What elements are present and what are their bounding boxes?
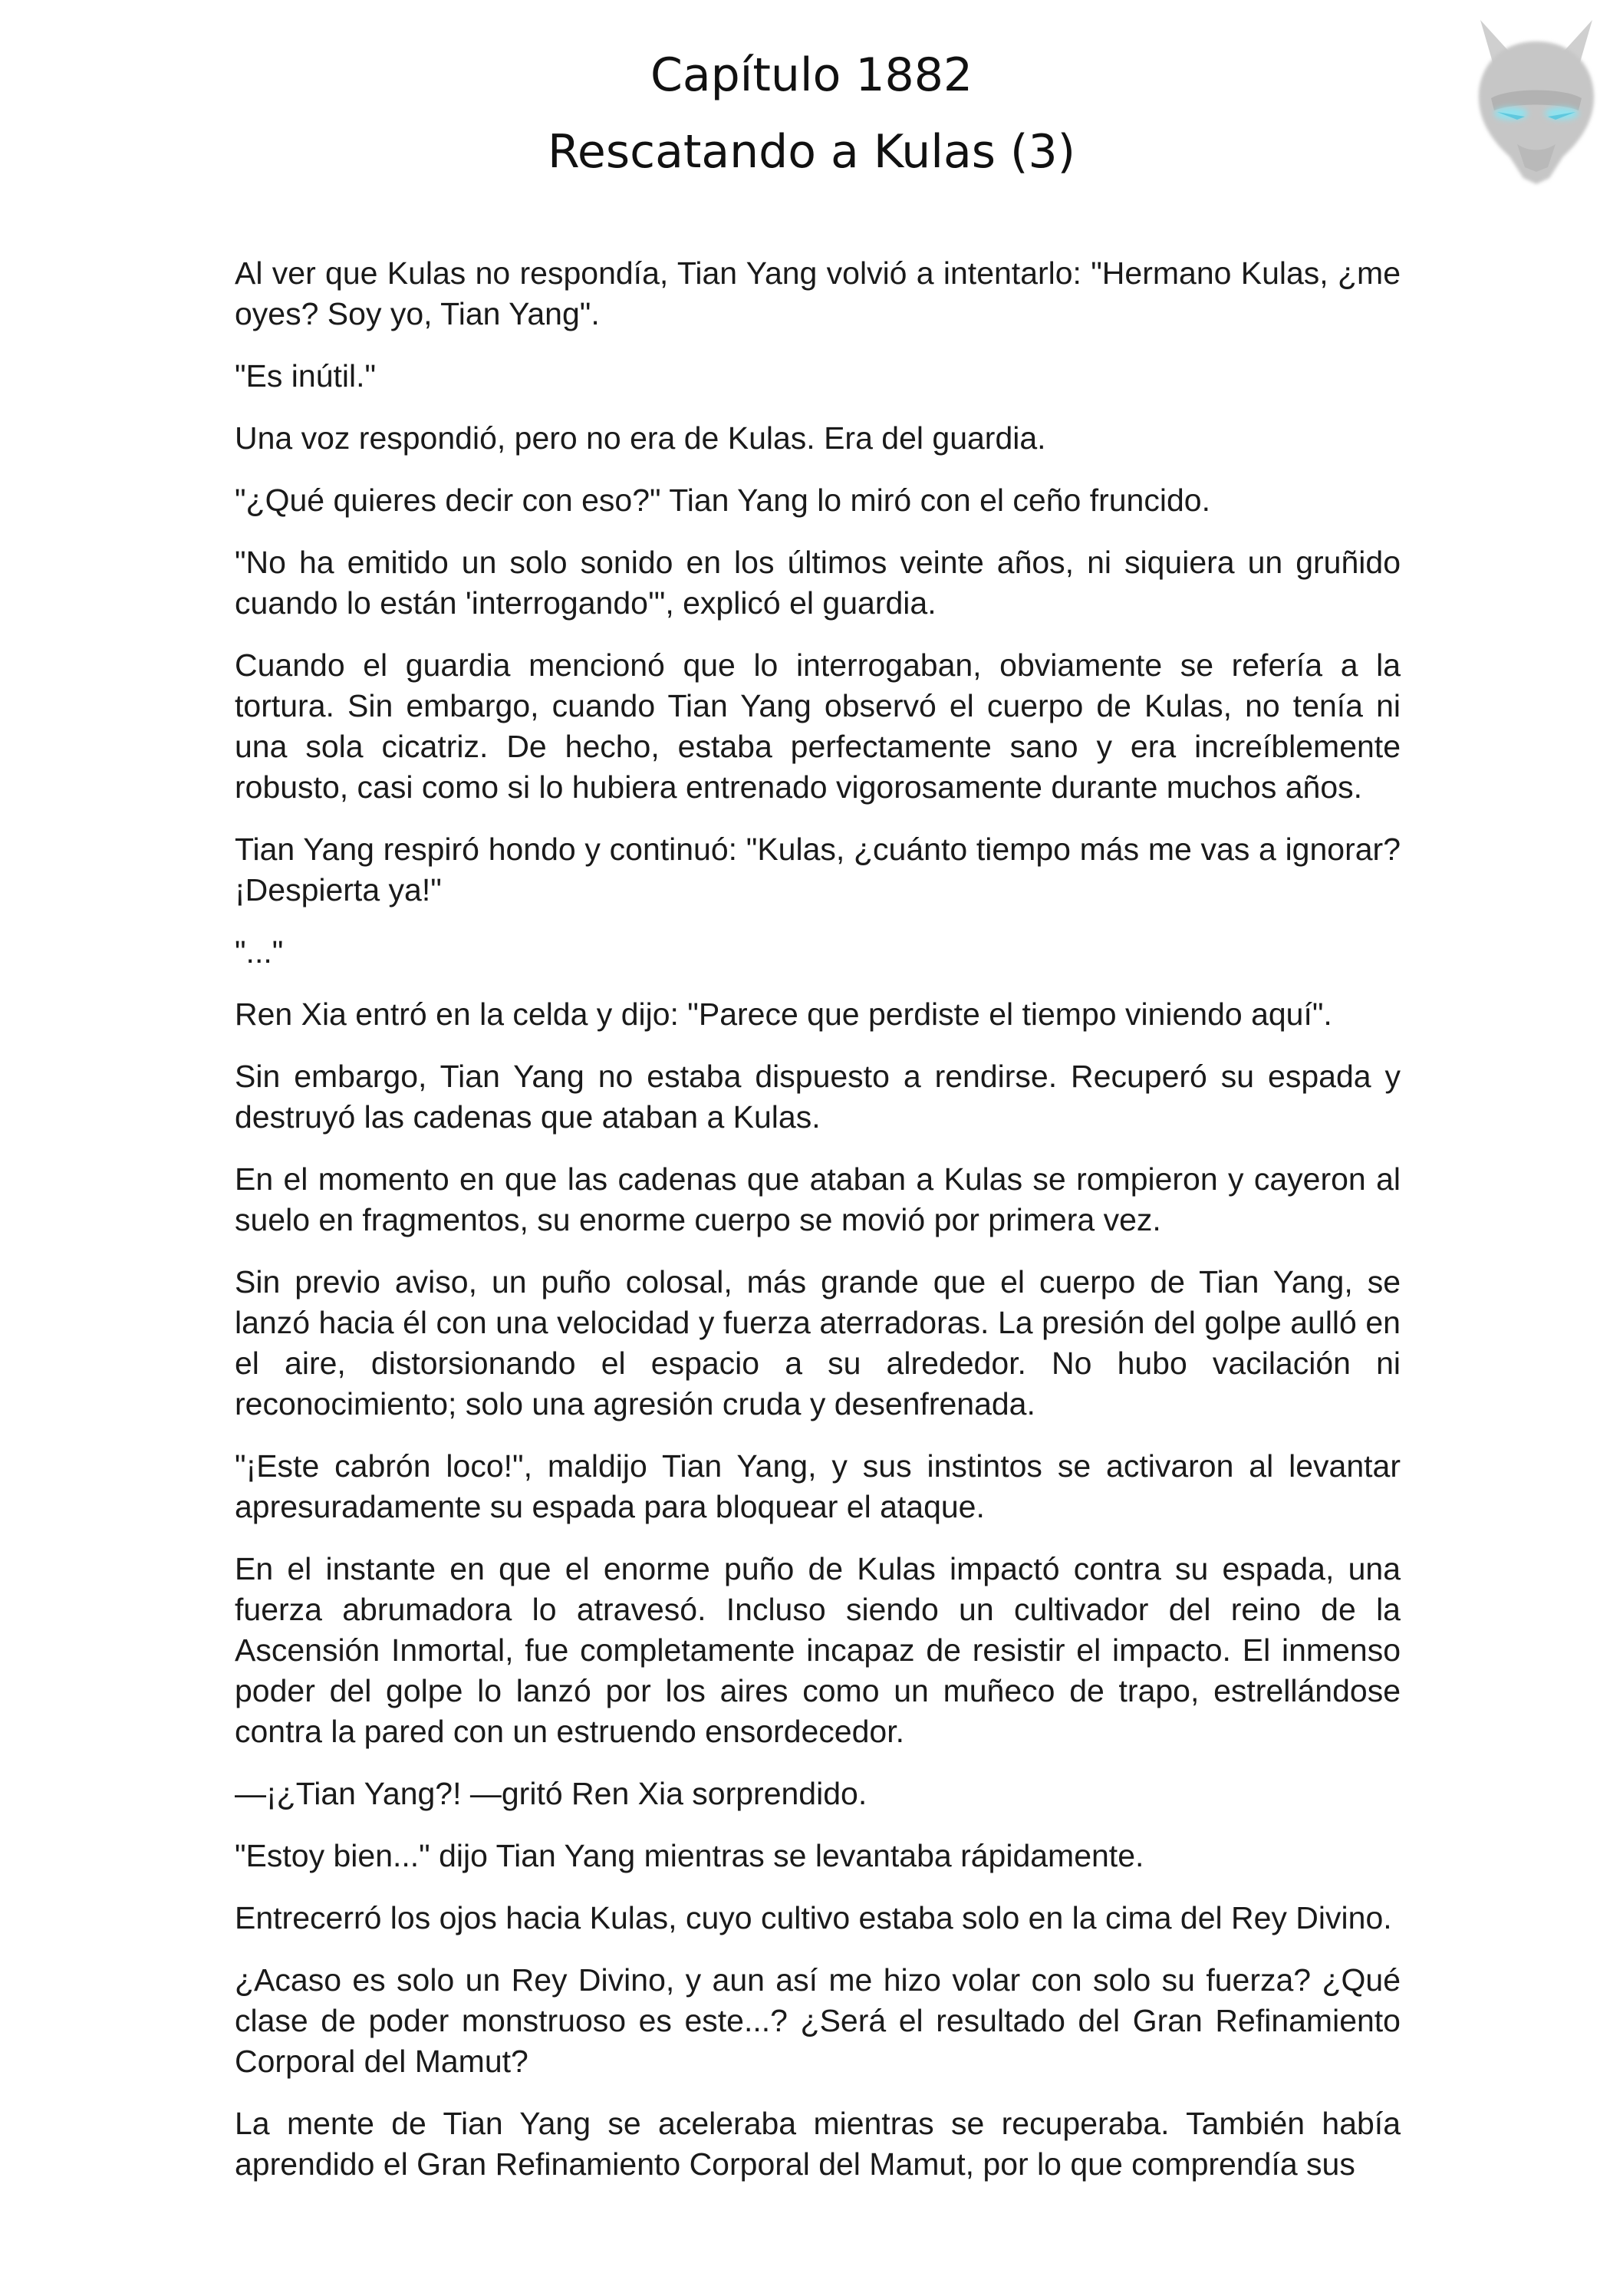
chapter-body	[235, 253, 1401, 2206]
paragraph: Entrecerró los ojos hacia Kulas, cuyo cultivo estaba solo en la cima del Rey Divino.	[235, 1900, 1392, 1935]
paragraph: La mente de Tian Yang se aceleraba mientras se recuperaba. También había aprendido el Gran Refinamiento Corporal del Mamut, por lo que comprendía sus	[235, 2106, 1401, 2182]
paragraph: ¿Acaso es solo un Rey Divino, y aun así me hizo volar con solo su fuerza? ¿Qué clase de poder monstruoso es este...? ¿Será el resultado del Gran Refinamiento Corporal del Mamut?	[235, 1962, 1401, 2079]
chapter-header	[0, 37, 1623, 190]
paragraph: Sin embargo, Tian Yang no estaba dispuesto a rendirse. Recuperó su espada y destruyó las cadenas que ataban a Kulas.	[235, 1059, 1401, 1135]
paragraph: "Es inútil."	[235, 358, 377, 394]
paragraph: Al ver que Kulas no respondía, Tian Yang volvió a intentarlo: "Hermano Kulas, ¿me oyes? Soy yo, Tian Yang".	[235, 255, 1401, 331]
chapter-title: Rescatando a Kulas (3)	[547, 125, 1076, 179]
paragraph: En el instante en que el enorme puño de Kulas impactó contra su espada, una fuerza abrumadora lo atravesó. Incluso siendo un cultivador del reino de la Ascensión Inmortal, fue completamente incapaz de resistir el impacto. El inmenso poder del golpe lo lanzó por los aires como un muñeco de trapo, estrellándose contra la pared con un estruendo ensordecedor.	[235, 1551, 1401, 1749]
paragraph: "¡Este cabrón loco!", maldijo Tian Yang, y sus instintos se activaron al levantar apresuradamente su espada para bloquear el ataque.	[235, 1448, 1401, 1524]
paragraph: Cuando el guardia mencionó que lo interrogaban, obviamente se refería a la tortura. Sin embargo, cuando Tian Yang observó el cuerpo de Kulas, no tenía ni una sola cicatriz. De hecho, estaba perfectamente sano y era increíblemente robusto, casi como si lo hubiera entrenado vigorosamente durante muchos años.	[235, 647, 1401, 805]
paragraph: Ren Xia entró en la celda y dijo: "Parece que perdiste el tiempo viniendo aquí".	[235, 996, 1332, 1032]
paragraph: "No ha emitido un solo sonido en los últimos veinte años, ni siquiera un gruñido cuando lo están 'interrogando'", explicó el guardia.	[235, 545, 1401, 621]
paragraph: En el momento en que las cadenas que ataban a Kulas se rompieron y cayeron al suelo en fragmentos, su enorme cuerpo se movió por primera vez.	[235, 1161, 1401, 1237]
demon-head-icon	[1463, 14, 1609, 190]
paragraph: —¡¿Tian Yang?! —gritó Ren Xia sorprendido.	[235, 1776, 867, 1811]
paragraph: Una voz respondió, pero no era de Kulas. Era del guardia.	[235, 420, 1046, 456]
paragraph: Tian Yang respiró hondo y continuó: "Kulas, ¿cuánto tiempo más me vas a ignorar? ¡Despierta ya!"	[235, 832, 1401, 908]
paragraph: "..."	[235, 934, 284, 970]
chapter-number: Capítulo 1882	[650, 48, 973, 102]
paragraph: Sin previo aviso, un puño colosal, más grande que el cuerpo de Tian Yang, se lanzó hacia él con una velocidad y fuerza aterradoras. La presión del golpe aulló en el aire, distorsionando el espacio a su alrededor. No hubo vacilación ni reconocimiento; solo una agresión cruda y desenfrenada.	[235, 1264, 1401, 1421]
paragraph: "¿Qué quieres decir con eso?" Tian Yang lo miró con el ceño fruncido.	[235, 483, 1210, 518]
paragraph: "Estoy bien..." dijo Tian Yang mientras se levantaba rápidamente.	[235, 1838, 1144, 1873]
